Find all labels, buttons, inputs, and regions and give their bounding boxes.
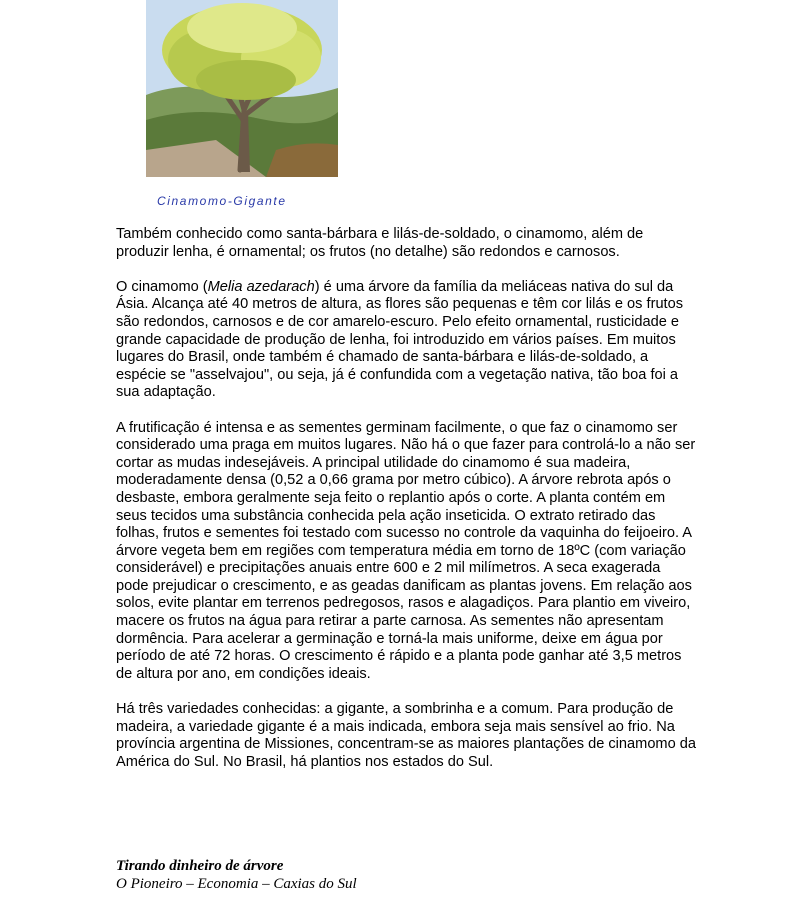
source-title: Tirando dinheiro de árvore (116, 858, 284, 874)
paragraph-varieties: Há três variedades conhecidas: a gigante, a sombrinha e a comum. Para produção de madeira, a variedade gigante é a mais indicada, embora seja mais sensível ao frio. Na província argentina de Missiones, concentram-se as maiores plantações de cinamomo da América do Sul. No Brasil, há plantios nos estados do Sul. (116, 701, 696, 770)
tree-illustration (146, 0, 338, 177)
paragraph-intro: Também conhecido como santa-bárbara e lilás-de-soldado, o cinamomo, além de produzir lenha, é ornamental; os frutos (no detalhe) são redondos e carnosos. (116, 226, 644, 260)
paragraph-description-rest: ) é uma árvore da família da meliáceas nativa do sul da Ásia. Alcança até 40 metros de altura, as flores são pequenas e têm cor lilás e os frutos são redondos, carnosos e de cor amarelo-escuro. Pelo efeito ornamental, rusticidade e grande capacidade de produção de lenha, foi introduzido em vários países. Em muitos lugares do Brasil, onde também é chamado de santa-bárbara e lilás-de-soldado, a espécie se "asselvajou", ou seja, já é confundida com a vegetação nativa, tão boa foi a sua adaptação. (116, 278, 684, 401)
source-credit (116, 857, 357, 893)
article-body (116, 226, 696, 789)
tree-photo (146, 0, 338, 177)
source-line: O Pioneiro – Economia – Caxias do Sul (116, 876, 357, 892)
paragraph-description-start: O cinamomo ( (116, 278, 208, 295)
paragraph-cultivation: A frutificação é intensa e as sementes germinam facilmente, o que faz o cinamomo ser considerado uma praga em muitos lugares. Não há o que fazer para controlá-lo a não ser cortar as mudas indesejáveis. A principal utilidade do cinamomo é sua madeira, moderadamente densa (0,52 a 0,66 grama por metro cúbico). A árvore rebrota após o desbaste, embora geralmente seja feito o replantio após o corte. A planta contém em seus tecidos uma substância conhecida pela ação inseticida. O extrato retirado das folhas, frutos e sementes foi testado com sucesso no controle da vaquinha do feijoeiro. A árvore vegeta bem em regiões com temperatura média em torno de 18ºC (com variação considerável) e precipitações anuais entre 600 e 2 mil milímetros. A seca exagerada pode prejudicar o crescimento, e as geadas danificam as plantas jovens. Em relação aos solos, evite plantar em terrenos pedregosos, rasos e alagadiços. Para plantio em viveiro, macere os frutos na água para retirar a parte carnosa. As sementes não apresentam dormência. Para acelerar a germinação e torná-la mais uniforme, deixe em água por período de até 72 horas. O crescimento é rápido e a planta pode ganhar até 3,5 metros de altura por ano, em condições ideais. (116, 419, 696, 682)
photo-caption: Cinamomo-Gigante (157, 194, 287, 208)
paragraph-description (116, 279, 696, 402)
species-name: Melia azedarach (207, 278, 315, 295)
